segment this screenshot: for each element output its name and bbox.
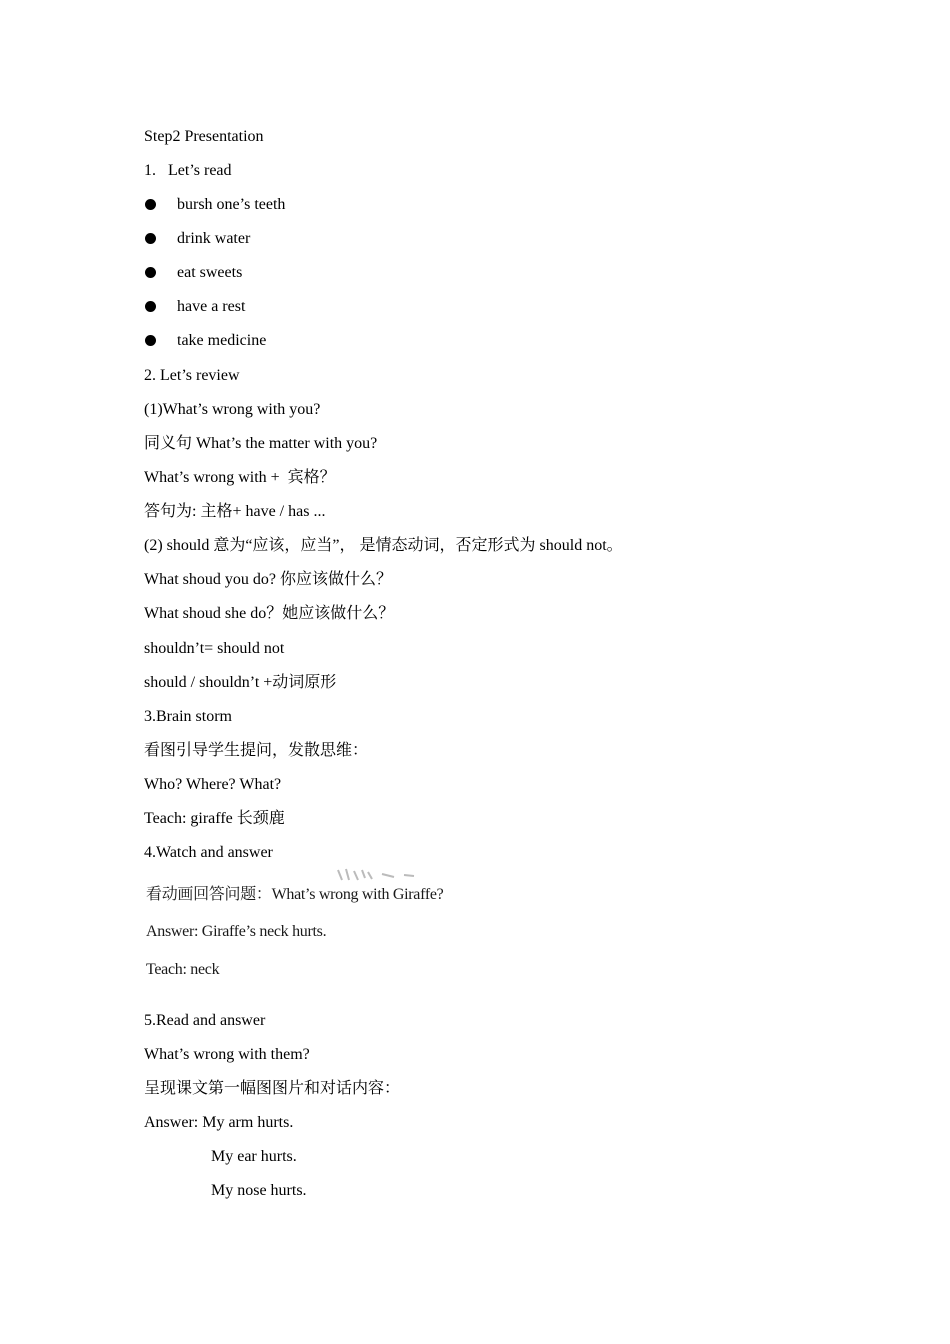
review-line: should / shouldn’t +动词原形 [144, 674, 337, 691]
review-line: What shoud you do? 你应该做什么？ [144, 571, 392, 588]
section5-title: 5.Read and answer [144, 1012, 266, 1029]
section3-title: 3.Brain storm [144, 708, 232, 725]
image-artifact-icon [334, 868, 424, 882]
section2-title: 2. Let’s review [144, 367, 240, 384]
section1-title: 1. Let’s read [144, 162, 232, 179]
read-line: 呈现课文第一幅图图片和对话内容： [144, 1080, 401, 1097]
review-line: 同义句 What’s the matter with you? [144, 435, 378, 452]
read-line: Answer: My arm hurts. [144, 1114, 294, 1131]
brainstorm-line: Teach: giraffe 长颈鹿 [144, 810, 285, 827]
review-line: 答句为: 主格+ have / has ... [144, 503, 326, 520]
list-item-text: have a rest [177, 298, 246, 315]
list-item-text: bursh one’s teeth [177, 196, 286, 213]
review-line: (2) should 意为“应该，应当”， 是情态动词，否定形式为 should not。 [144, 537, 623, 554]
list-item-text: take medicine [177, 332, 267, 349]
review-line: (1)What’s wrong with you? [144, 401, 321, 418]
image-heading-cn: 看动画回答问题： [146, 884, 272, 903]
image-heading [146, 884, 443, 905]
review-line: shouldn’t= should not [144, 640, 285, 657]
brainstorm-line: 看图引导学生提问，发散思维： [144, 742, 369, 759]
step-title: Step2 Presentation [144, 128, 264, 145]
section4-title: 4.Watch and answer [144, 844, 273, 861]
review-line: What shoud she do？她应该做什么？ [144, 605, 395, 622]
review-line: What’s wrong with + 宾格？ [144, 469, 336, 486]
image-answer: Answer: Giraffe’s neck hurts. [146, 923, 327, 940]
bullet-icon [145, 233, 156, 244]
embedded-image [144, 872, 484, 984]
bullet-icon [145, 267, 156, 278]
image-heading-en: What’s wrong with Giraffe? [271, 886, 444, 903]
brainstorm-line: Who? Where? What? [144, 776, 282, 793]
bullet-icon [145, 335, 156, 346]
list-item-text: eat sweets [177, 264, 243, 281]
bullet-icon [145, 199, 156, 210]
read-line-indented: My ear hurts. [211, 1148, 297, 1165]
bullet-icon [145, 301, 156, 312]
read-line-indented: My nose hurts. [211, 1182, 307, 1199]
list-item-text: drink water [177, 230, 251, 247]
read-line: What’s wrong with them? [144, 1046, 310, 1063]
image-teach: Teach: neck [146, 961, 220, 978]
